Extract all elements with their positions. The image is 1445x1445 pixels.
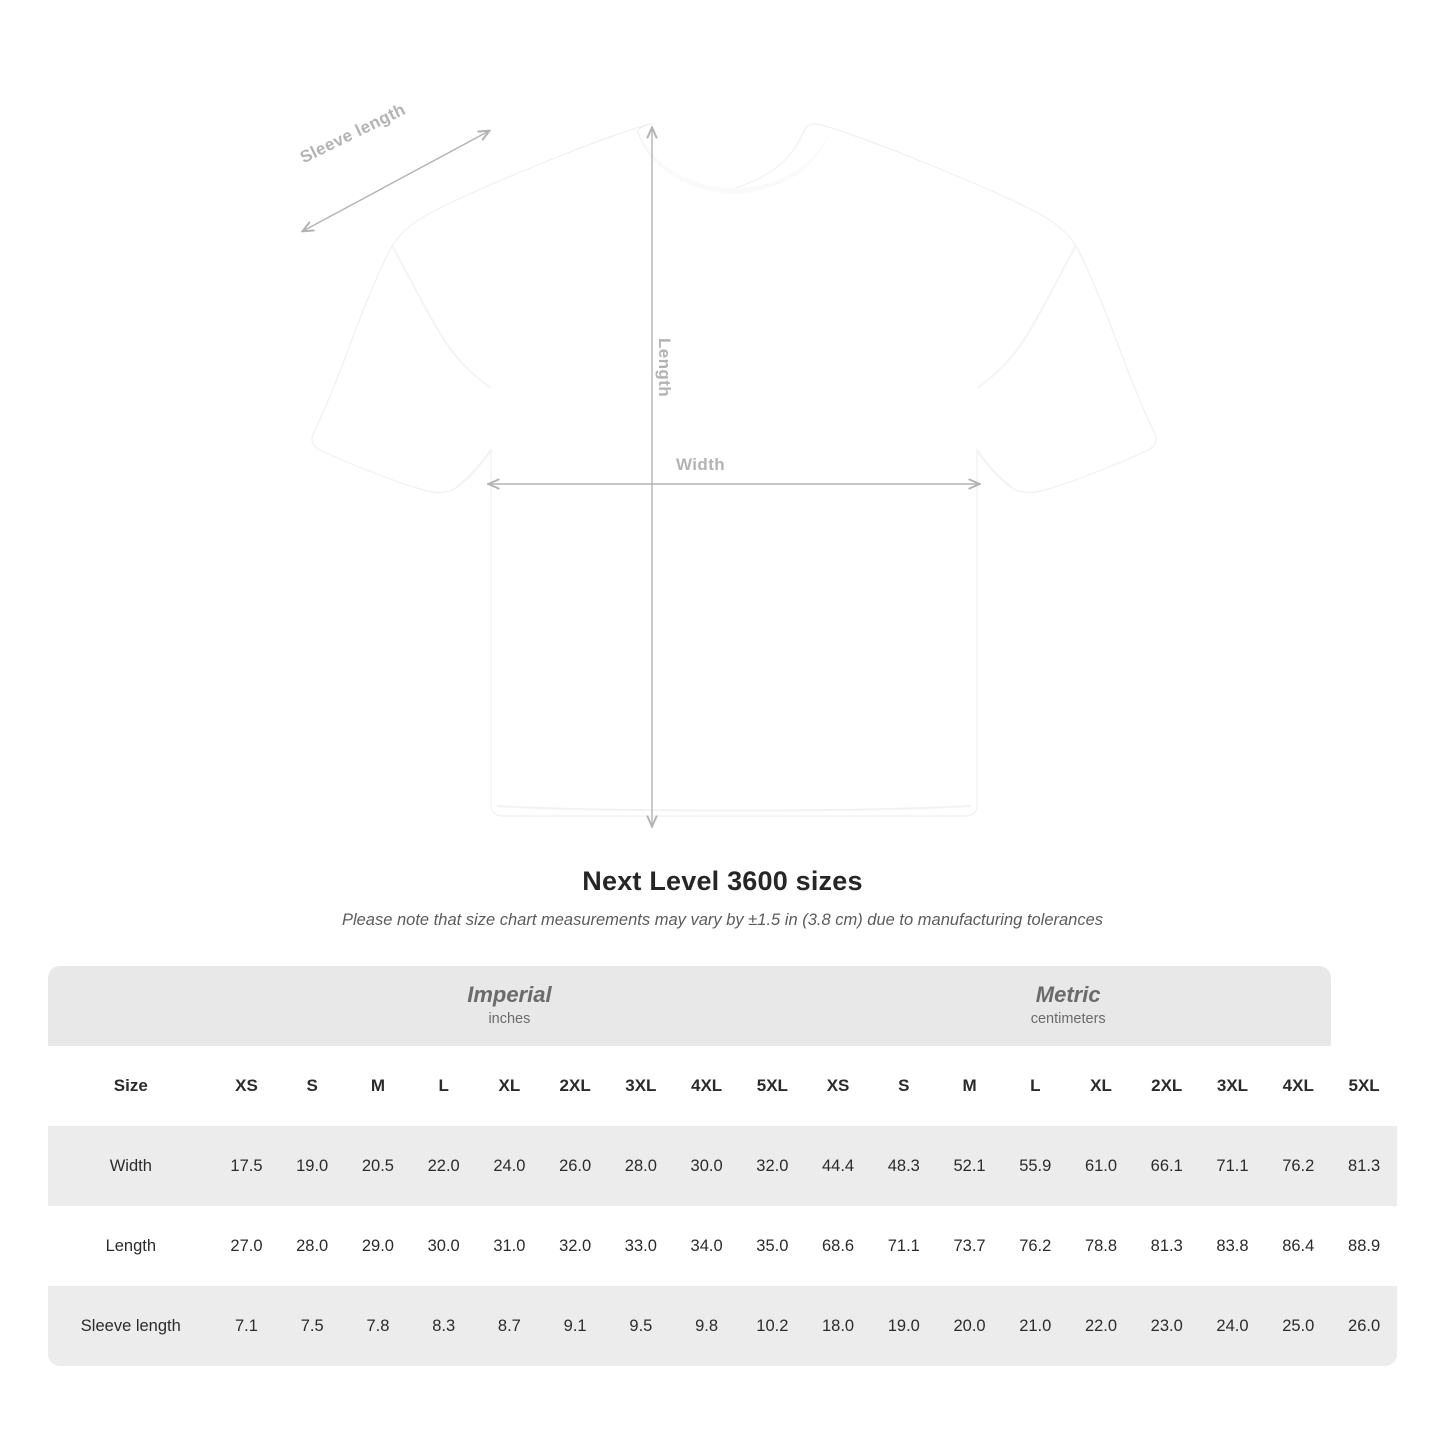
size-header-cell: 2XL xyxy=(542,1046,608,1126)
cell-value: 19.0 xyxy=(871,1286,937,1366)
cell-value: 25.0 xyxy=(1265,1286,1331,1366)
size-header-cell: S xyxy=(279,1046,345,1126)
row-label-width: Width xyxy=(48,1126,214,1206)
row-label-sleeve-length: Sleeve length xyxy=(48,1286,214,1366)
cell-value: 48.3 xyxy=(871,1126,937,1206)
size-header-cell: 4XL xyxy=(674,1046,740,1126)
cell-value: 30.0 xyxy=(411,1206,477,1286)
cell-value: 10.2 xyxy=(739,1286,805,1366)
cell-value: 73.7 xyxy=(937,1206,1003,1286)
cell-value: 9.1 xyxy=(542,1286,608,1366)
size-header-cell: 3XL xyxy=(1200,1046,1266,1126)
cell-value: 32.0 xyxy=(542,1206,608,1286)
cell-value: 8.7 xyxy=(477,1286,543,1366)
cell-value: 61.0 xyxy=(1068,1126,1134,1206)
cell-value: 22.0 xyxy=(411,1126,477,1206)
cell-value: 76.2 xyxy=(1265,1126,1331,1206)
size-header-cell: 2XL xyxy=(1134,1046,1200,1126)
cell-value: 7.1 xyxy=(214,1286,280,1366)
cell-value: 30.0 xyxy=(674,1126,740,1206)
cell-value: 21.0 xyxy=(1002,1286,1068,1366)
cell-value: 20.0 xyxy=(937,1286,1003,1366)
cell-value: 78.8 xyxy=(1068,1206,1134,1286)
cell-value: 17.5 xyxy=(214,1126,280,1206)
cell-value: 76.2 xyxy=(1002,1206,1068,1286)
cell-value: 9.5 xyxy=(608,1286,674,1366)
cell-value: 24.0 xyxy=(1200,1286,1266,1366)
unit-header-spacer xyxy=(48,966,214,1046)
title-block xyxy=(0,866,1445,930)
cell-value: 19.0 xyxy=(279,1126,345,1206)
cell-value: 31.0 xyxy=(477,1206,543,1286)
length-label: Length xyxy=(655,338,674,398)
size-header-cell: S xyxy=(871,1046,937,1126)
size-header-cell: 5XL xyxy=(739,1046,805,1126)
cell-value: 18.0 xyxy=(805,1286,871,1366)
size-header-cell: 3XL xyxy=(608,1046,674,1126)
cell-value: 35.0 xyxy=(739,1206,805,1286)
cell-value: 81.3 xyxy=(1331,1126,1397,1206)
cell-value: 55.9 xyxy=(1002,1126,1068,1206)
cell-value: 8.3 xyxy=(411,1286,477,1366)
unit-header-imperial xyxy=(214,966,806,1046)
cell-value: 44.4 xyxy=(805,1126,871,1206)
cell-value: 34.0 xyxy=(674,1206,740,1286)
cell-value: 88.9 xyxy=(1331,1206,1397,1286)
size-header-cell: L xyxy=(1002,1046,1068,1126)
tolerance-note: Please note that size chart measurements may vary by ±1.5 in (3.8 cm) due to manufacturing tolerances xyxy=(341,911,1104,929)
size-header-cell: 4XL xyxy=(1265,1046,1331,1126)
size-header-cell: 5XL xyxy=(1331,1046,1397,1126)
cell-value: 83.8 xyxy=(1200,1206,1266,1286)
cell-value: 9.8 xyxy=(674,1286,740,1366)
size-header-cell: M xyxy=(345,1046,411,1126)
sleeve-length-label: Sleeve length xyxy=(297,99,409,168)
tshirt-shape xyxy=(312,124,1156,816)
width-label: Width xyxy=(676,455,726,474)
unit-metric-name: Metric xyxy=(1035,981,1101,1007)
cell-value: 7.5 xyxy=(279,1286,345,1366)
size-header-row xyxy=(48,1046,1397,1126)
unit-imperial-sub: inches xyxy=(488,1011,531,1028)
cell-value: 33.0 xyxy=(608,1206,674,1286)
cell-value: 81.3 xyxy=(1134,1206,1200,1286)
cell-value: 52.1 xyxy=(937,1126,1003,1206)
cell-value: 23.0 xyxy=(1134,1286,1200,1366)
cell-value: 20.5 xyxy=(345,1126,411,1206)
size-header-cell: XL xyxy=(477,1046,543,1126)
page-title: Next Level 3600 sizes xyxy=(582,866,863,896)
cell-value: 71.1 xyxy=(1200,1126,1266,1206)
cell-value: 29.0 xyxy=(345,1206,411,1286)
cell-value: 32.0 xyxy=(739,1126,805,1206)
size-header-cell: XS xyxy=(805,1046,871,1126)
cell-value: 26.0 xyxy=(542,1126,608,1206)
cell-value: 22.0 xyxy=(1068,1286,1134,1366)
cell-value: 86.4 xyxy=(1265,1206,1331,1286)
size-header-cell: L xyxy=(411,1046,477,1126)
row-label-length: Length xyxy=(48,1206,214,1286)
unit-metric-sub: centimeters xyxy=(1030,1011,1106,1028)
cell-value: 7.8 xyxy=(345,1286,411,1366)
table-row xyxy=(48,1286,1397,1366)
cell-value: 68.6 xyxy=(805,1206,871,1286)
cell-value: 28.0 xyxy=(279,1206,345,1286)
unit-imperial-name: Imperial xyxy=(467,981,552,1007)
size-header-cell: M xyxy=(937,1046,1003,1126)
table-row xyxy=(48,1126,1397,1206)
size-table-wrap xyxy=(48,966,1397,1366)
unit-header-metric xyxy=(805,966,1331,1046)
table-row xyxy=(48,1206,1397,1286)
cell-value: 28.0 xyxy=(608,1126,674,1206)
size-header-cell: XS xyxy=(214,1046,280,1126)
size-table xyxy=(48,966,1397,1366)
cell-value: 71.1 xyxy=(871,1206,937,1286)
cell-value: 26.0 xyxy=(1331,1286,1397,1366)
cell-value: 66.1 xyxy=(1134,1126,1200,1206)
unit-header-row xyxy=(48,966,1397,1046)
cell-value: 24.0 xyxy=(477,1126,543,1206)
size-header-cell: XL xyxy=(1068,1046,1134,1126)
cell-value: 27.0 xyxy=(214,1206,280,1286)
size-header-label: Size xyxy=(48,1046,214,1126)
